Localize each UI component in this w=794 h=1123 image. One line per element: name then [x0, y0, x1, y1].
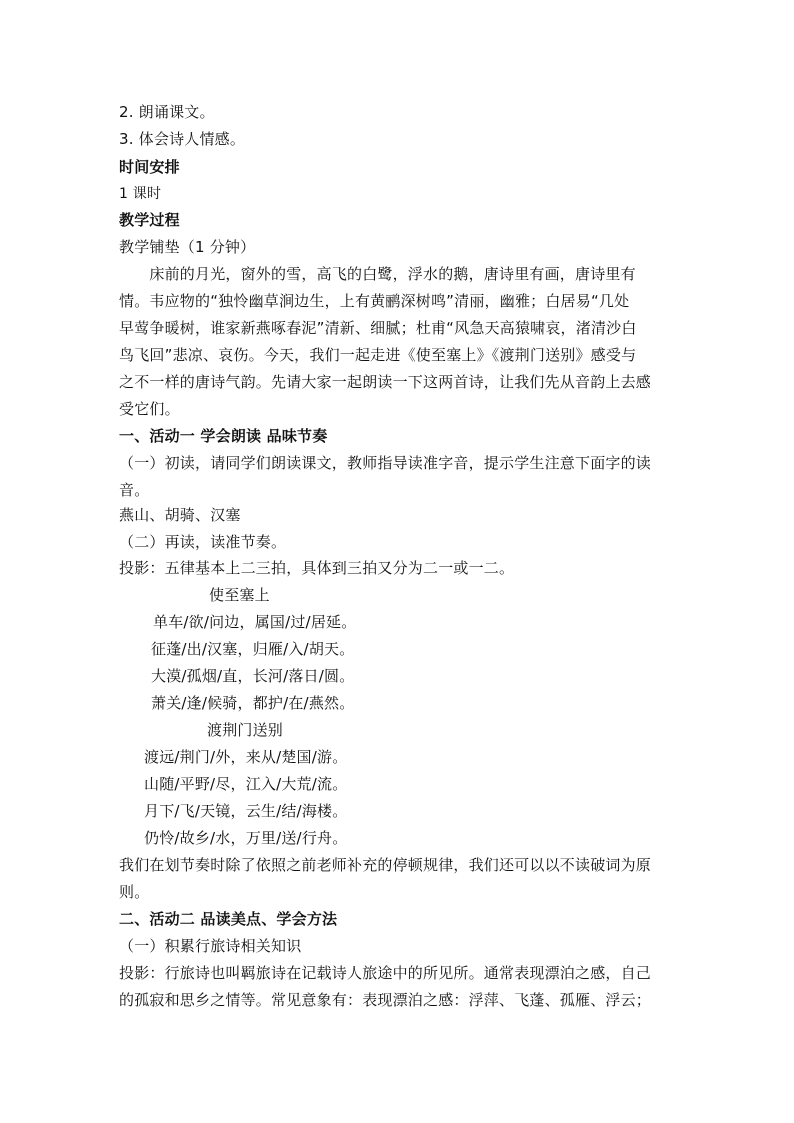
time-heading: 时间安排: [119, 158, 180, 176]
activity2-projection-line: 投影：行旅诗也叫羁旅诗在记载诗人旅途中的所见所。通常表现漂泊之感，自己: [119, 964, 652, 982]
intro-heading: 教学铺垫（1 分钟）: [119, 238, 256, 256]
poem2-line: 月下/飞/天镜，云生/结/海楼。: [144, 802, 348, 820]
intro-paragraph-line: 受它们。: [119, 400, 180, 418]
rhythm-note-line: 则。: [119, 883, 150, 901]
intro-paragraph-line: 早莺争暖树，谁家新燕啄春泥”清新、细腻；杜甫“风急天高猿啸哀，渚清沙白: [119, 319, 637, 337]
poem2-line: 仍怜/故乡/水，万里/送/行舟。: [144, 829, 348, 847]
activity1-step1-line: （一）初读，请同学们朗读课文，教师指导读准字音，提示学生注意下面字的读: [119, 454, 652, 472]
objective-item-2: 2. 朗诵课文。: [119, 103, 215, 121]
process-heading: 教学过程: [119, 211, 180, 229]
activity2-heading: 二、活动二 品读美点、学会方法: [119, 910, 338, 928]
intro-paragraph-line: 鸟飞回”悲凉、哀伤。今天，我们一起走进《使至塞上》《渡荆门送别》感受与: [119, 346, 637, 364]
activity1-words: 燕山、胡骑、汉塞: [119, 506, 241, 524]
poem2-line: 渡远/荆门/外，来从/楚国/游。: [144, 748, 348, 766]
rhythm-note-line: 我们在划节奏时除了依照之前老师补充的停顿规律，我们还可以以不读破词为原: [119, 856, 652, 874]
poem1-line: 征蓬/出/汉塞，归雁/入/胡天。: [151, 640, 355, 658]
time-value: 1 课时: [119, 186, 162, 202]
poem2-title: 渡荆门送别: [207, 721, 284, 739]
poem1-title: 使至塞上: [209, 586, 270, 604]
intro-paragraph-line: 床前的月光，窗外的雪，高飞的白鹭，浮水的鹅，唐诗里有画，唐诗里有: [119, 265, 636, 283]
poem1-line: 萧关/逢/候骑，都护/在/燕然。: [151, 694, 355, 712]
intro-paragraph-line: 情。韦应物的“独怜幽草涧边生，上有黄鹂深树鸣”清丽，幽雅；白居易“几处: [119, 292, 630, 310]
poem1-line: 大漠/孤烟/直，长河/落日/圆。: [151, 667, 355, 685]
activity1-step2: （二）再读，读准节奏。: [119, 533, 287, 551]
activity1-step1-line: 音。: [119, 481, 150, 499]
poem2-line: 山随/平野/尽，江入/大荒/流。: [144, 775, 348, 793]
activity2-projection-line: 的孤寂和思乡之情等。常见意象有：表现漂泊之感：浮萍、飞蓬、孤雁、浮云；: [119, 991, 652, 1009]
objective-item-3: 3. 体会诗人情感。: [119, 130, 246, 148]
activity1-heading: 一、活动一 学会朗读 品味节奏: [119, 427, 328, 445]
intro-paragraph-line: 之不一样的唐诗气韵。先请大家一起朗读一下这两首诗，让我们先从音韵上去感: [119, 373, 652, 391]
activity1-projection: 投影：五律基本上二三拍，具体到三拍又分为二一或一二。: [119, 559, 515, 577]
activity2-step1: （一）积累行旅诗相关知识: [119, 937, 302, 955]
poem1-line: 单车/欲/问边，属国/过/居延。: [153, 613, 357, 631]
